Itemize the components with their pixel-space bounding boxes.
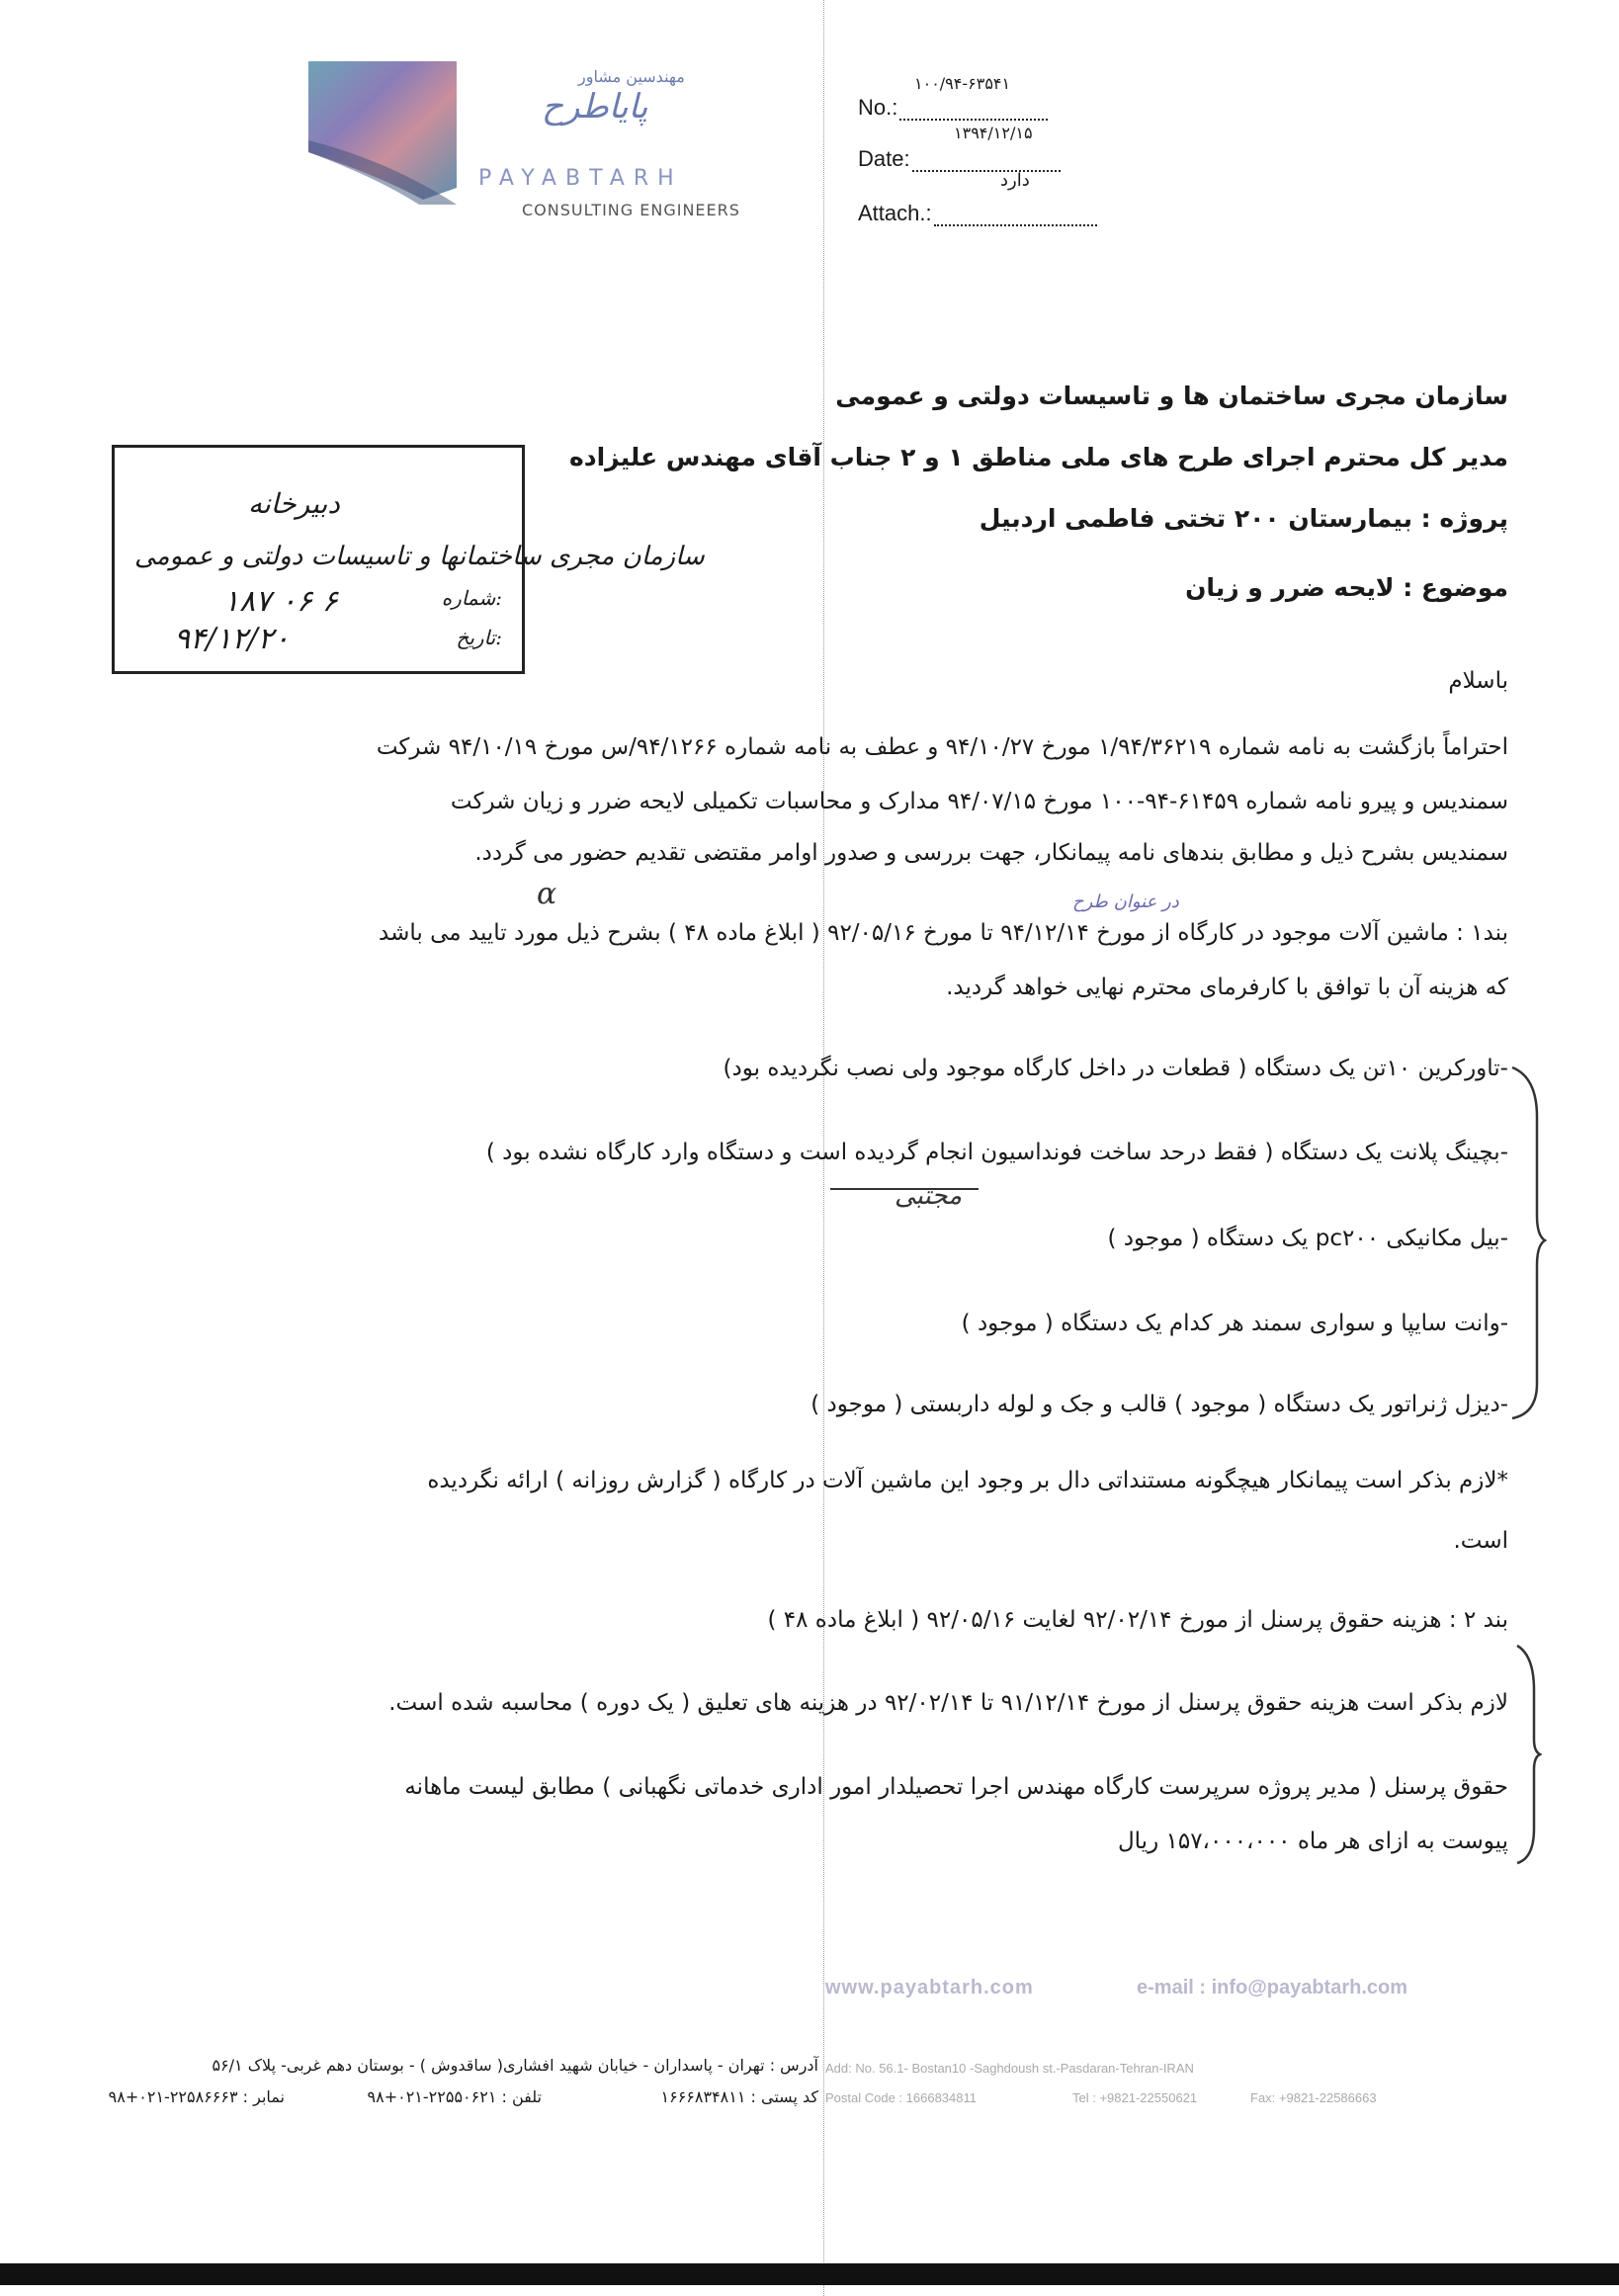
letter-number-value: ۱۰۰/۹۴-۶۳۵۴۱ [914, 74, 1011, 93]
paragraph-1-line-2: سمندیس و پیرو نامه شماره ۶۱۴۵۹-۹۴-۱۰۰ مورخ ۹۴/۰۷/۱۵ مدارک و محاسبات تکمیلی لایحه ضرر و زیان شرکت [450, 789, 1508, 814]
footer-email[interactable]: e-mail : info@payabtarh.com [1137, 1977, 1407, 1998]
item-1-line-1: بند۱ : ماشین آلات موجود در کارگاه از مورخ ۹۴/۱۲/۱۴ تا مورخ ۹۲/۰۵/۱۶ ( ابلاغ ماده ۴۸ ) بشرح ذیل مورد تایید می باشد [379, 920, 1508, 946]
letter-number-label: No.: [858, 95, 898, 120]
company-name-en: PAYABTARH [478, 166, 683, 191]
stamp-organization: سازمان مجری ساختمانها و تاسیسات دولتی و عمومی [134, 542, 705, 571]
personnel-line-1: حقوق پرسنل ( مدیر پروژه سرپرست کارگاه مهندس اجرا تحصیلدار امور اداری خدماتی نگهبانی ) مطابق لیست ماهانه [404, 1774, 1508, 1800]
stamp-date-value: ۹۴/۱۲/۲۰ [174, 622, 290, 656]
equipment-generator: -دیزل ژنراتور یک دستگاه ( موجود ) قالب و جک و لوله داربستی ( موجود ) [810, 1392, 1508, 1417]
stamp-number-label: شماره: [441, 586, 502, 610]
company-name-fa-small: مهندسین مشاور [578, 67, 685, 86]
equipment-excavator: -بیل مکانیکی pc۲۰۰ یک دستگاه ( موجود ) [1107, 1226, 1508, 1251]
recipient-line: مدیر کل محترم اجرای طرح های ملی مناطق ۱ و ۲ جناب آقای مهندس علیزاده [568, 443, 1508, 471]
attach-label: Attach.: [858, 201, 932, 225]
stamp-title: دبیرخانه [248, 487, 340, 520]
footer-postal-fa: کد پستی : ۱۶۶۶۸۳۴۸۱۱ [660, 2087, 818, 2106]
paragraph-1-line-3: سمندیس بشرح ذیل و مطابق بندهای نامه پیمانکار، جهت بررسی و صدور اوامر مقتضی تقدیم حضور می گردد. [474, 840, 1508, 866]
letter-date-row [858, 146, 1061, 172]
footer-tel-fa: تلفن : ۲۲۵۵۰۶۲۱-۰۲۱+۹۸ [367, 2087, 542, 2106]
footer-address-fa: آدرس : تهران - پاسداران - خیابان شهید افشاری( ساقدوش ) - بوستان دهم غربی- پلاک ۵۶/۱ [212, 2056, 818, 2075]
project-line: پروژه : بیمارستان ۲۰۰ تختی فاطمی اردبیل [979, 504, 1508, 533]
footer-fax-en: Fax: +9821-22586663 [1250, 2090, 1377, 2105]
footer-fax-fa: نمابر : ۲۲۵۸۶۶۶۳-۰۲۱+۹۸ [108, 2087, 285, 2106]
paragraph-1-line-1: احتراماً بازگشت به نامه شماره ۱/۹۴/۳۶۲۱۹ مورخ ۹۴/۱۰/۲۷ و عطف به نامه شماره ۹۴/۱۲۶۶/س مورخ ۹۴/۱۰/۱۹ شرکت [376, 734, 1508, 760]
letter-date-label: Date: [858, 146, 910, 171]
footer-postal-en: Postal Code : 1666834811 [825, 2090, 977, 2105]
equipment-tower-crane: -تاورکرین ۱۰تن یک دستگاه ( قطعات در داخل کارگاه موجود ولی نصب نگردیده بود) [723, 1056, 1508, 1081]
company-subtitle: CONSULTING ENGINEERS [522, 201, 740, 219]
letter-number-row [858, 95, 1048, 121]
personnel-line-2: پیوست به ازای هر ماه ۱۵۷،۰۰۰،۰۰۰ ریال [1117, 1828, 1508, 1854]
greeting: باسلام [1448, 668, 1508, 694]
handwritten-signature: مجتبی [895, 1181, 963, 1211]
subject-line: موضوع : لایحه ضرر و زیان [1185, 573, 1508, 602]
handwritten-bracket-2 [1512, 1641, 1542, 1868]
footer-address-en: Add: No. 56.1- Bostan10 -Saghdoush st.-Pasdaran-Tehran-IRAN [825, 2061, 1194, 2076]
footer-website[interactable]: www.payabtarh.com [825, 1977, 1034, 1998]
handwritten-note: در عنوان طرح [1072, 892, 1179, 912]
attach-row [858, 201, 1097, 226]
equipment-vehicles: -وانت سایپا و سواری سمند هر کدام یک دستگاه ( موجود ) [961, 1311, 1508, 1336]
footer-tel-en: Tel : +9821-22550621 [1072, 2090, 1198, 2105]
handwritten-alpha: α [537, 877, 557, 911]
page-bottom-bar [0, 2263, 1619, 2285]
item-2-line: بند ۲ : هزینه حقوق پرسنل از مورخ ۹۲/۰۲/۱۴ لغایت ۹۲/۰۵/۱۶ ( ابلاغ ماده ۴۸ ) [767, 1607, 1508, 1633]
company-name-fa: پایاطرح [542, 87, 648, 127]
note-line-2: است. [1453, 1528, 1508, 1554]
stamp-date-label: تاریخ: [456, 626, 502, 649]
company-logo [308, 61, 457, 205]
signature-underline [830, 1188, 979, 1190]
letter-date-value: ۱۳۹۴/۱۲/۱۵ [954, 124, 1033, 142]
organization-title: سازمان مجری ساختمان ها و تاسیسات دولتی و عمومی [835, 382, 1508, 410]
note-line-1: *لازم بذکر است پیمانکار هیچگونه مستنداتی دال بر وجود این ماشین آلات در کارگاه ( گزارش روزانه ) ارائه نگردیده [427, 1468, 1508, 1493]
item-1-line-2: که هزینه آن با توافق با کارفرمای محترم نهایی خواهد گردید. [946, 975, 1508, 1000]
item-2-note: لازم بذکر است هزینه حقوق پرسنل از مورخ ۹۱/۱۲/۱۴ تا ۹۲/۰۲/۱۴ در هزینه های تعلیق ( یک دوره ) محاسبه شده است. [388, 1690, 1508, 1716]
attach-value: دارد [1000, 170, 1030, 191]
handwritten-bracket [1507, 1058, 1547, 1423]
stamp-number-value: ۱۸۷ ۰۶ ۶ [223, 584, 338, 619]
equipment-batching-plant: -بچینگ پلانت یک دستگاه ( فقط درحد ساخت فونداسیون انجام گردیده است و دستگاه وارد کارگاه نشده بود ) [485, 1140, 1508, 1165]
secretariat-stamp [112, 445, 705, 674]
